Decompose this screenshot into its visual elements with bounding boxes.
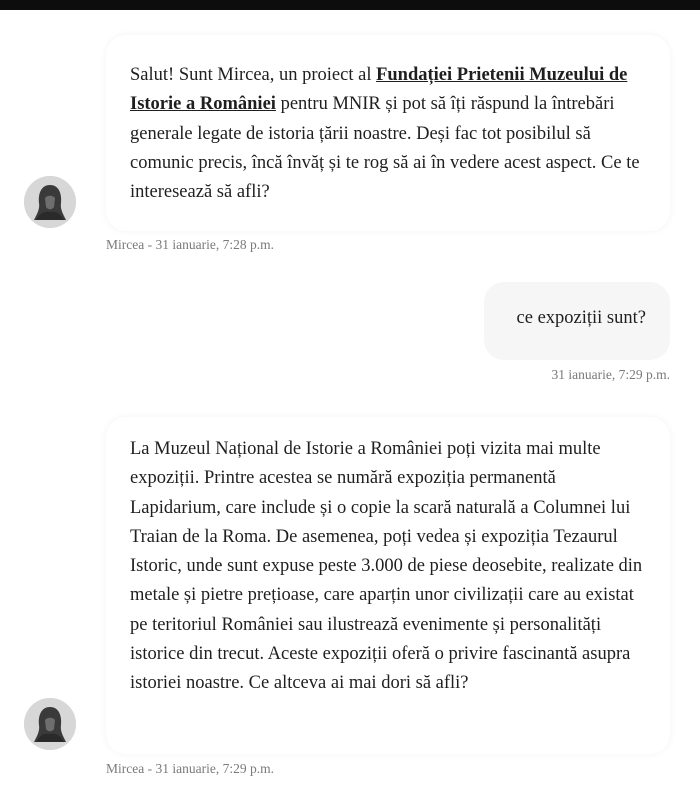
mircea-avatar-icon [24,698,76,750]
user-message-bubble [484,282,670,360]
bot-avatar [24,176,76,228]
foundation-link[interactable]: Fundației Prietenii Muzeului de Istorie a României [130,65,628,115]
user-message-text: ce expoziții sunt? [516,308,646,328]
bot-message-text: pentru MNIR și pot să îți răspund la întrebări generale legate de istoria țării noastre. Deși fac tot posibilul să comunic precis, încă învăț și te rog să ai în vedere acest aspect. Ce te interesează să afli? [130,94,640,203]
message-timestamp: 31 ianuarie, 7:29 p.m. [551,367,670,382]
mircea-avatar-icon [24,176,76,228]
bot-message-text: La Muzeul Național de Istorie a României poți vizita mai multe expoziții. Printre acestea se numără expoziția permanentă Lapidarium, care include și o copie la scară naturală a Columnei lui Traian de la Roma. De asemenea, poți vedea și expoziția Tezaurul Istoric, unde sunt expuse peste 3.000 de piese deosebite, realizate din metale și pietre prețioase, care aparțin unor civilizații care au existat pe teritoriul României sau ilustrează evenimente și personalități istorice din trecut. Aceste expoziții oferă o privire fascinantă asupra istoriei noastre. Ce altceva ai mai dori să afli? [130,439,643,694]
bot-message-bubble [106,417,670,754]
bot-avatar [24,698,76,750]
message-timestamp: Mircea - 31 ianuarie, 7:29 p.m. [106,761,274,776]
bot-message-bubble [106,35,670,231]
top-bar [0,0,700,10]
message-timestamp: Mircea - 31 ianuarie, 7:28 p.m. [106,237,274,252]
bot-message-text: Salut! Sunt Mircea, un proiect al [130,65,377,85]
